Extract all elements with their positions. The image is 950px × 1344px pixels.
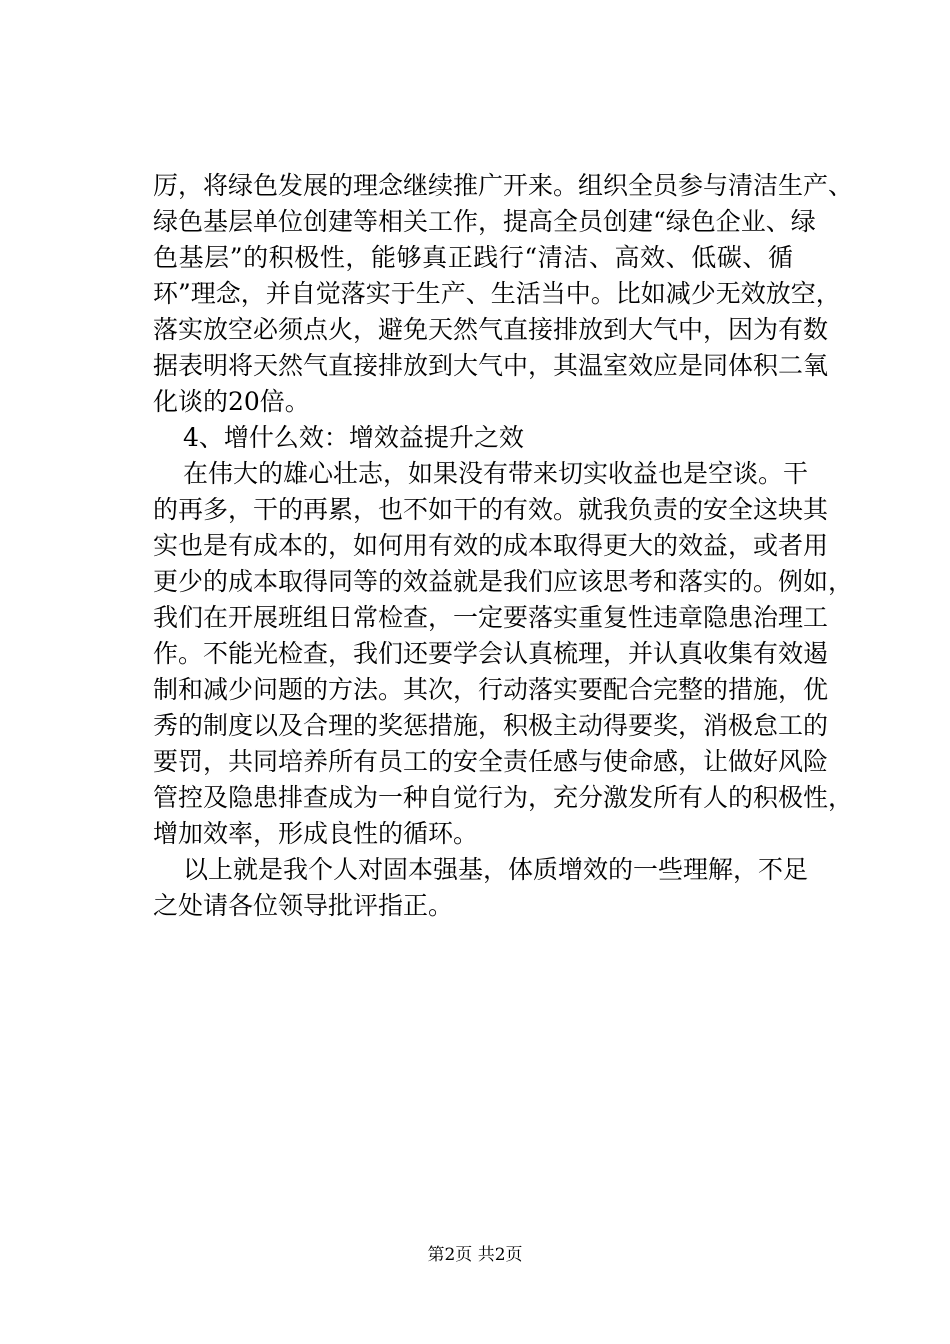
text-line: 色基层”的积极性，能够真正践行“清洁、高效、低碳、循 — [153, 243, 793, 272]
text-line: 落实放空必须点火，避免天然气直接排放到大气中，因为有数 — [153, 315, 829, 344]
text-line: 绿色基层单位创建等相关工作，提高全员创建“绿色企业、绿 — [153, 207, 816, 236]
document-body — [153, 168, 854, 924]
text-line: 4、增什么效：增效益提升之效 — [183, 423, 524, 452]
text-line: 环”理念，并自觉落实于生产、生活当中。比如减少无效放空， — [153, 279, 841, 308]
text-line: 实也是有成本的，如何用有效的成本取得更大的效益，或者用 — [153, 531, 829, 560]
text-line: 的再多，干的再累，也不如干的有效。就我负责的安全这块其 — [153, 495, 829, 524]
text-line: 管控及隐患排查成为一种自觉行为，充分激发所有人的积极性， — [153, 783, 854, 812]
text-line: 在伟大的雄心壮志，如果没有带来切实收益也是空谈。干 — [183, 459, 809, 488]
text-line: 以上就是我个人对固本强基，体质增效的一些理解，不足 — [183, 855, 809, 884]
page-footer: 第2页 共2页 — [427, 1245, 523, 1265]
text-line: 制和减少问题的方法。其次，行动落实要配合完整的措施，优 — [153, 675, 829, 704]
text-line: 之处请各位领导批评指正。 — [153, 891, 454, 920]
text-line: 秀的制度以及合理的奖惩措施，积极主动得要奖，消极怠工的 — [153, 711, 829, 740]
text-line: 增加效率，形成良性的循环。 — [153, 819, 479, 848]
text-line: 我们在开展班组日常检查，一定要落实重复性违章隐患治理工 — [153, 603, 829, 632]
text-line: 要罚，共同培养所有员工的安全责任感与使命感，让做好风险 — [153, 747, 829, 776]
text-line: 更少的成本取得同等的效益就是我们应该思考和落实的。例如， — [153, 567, 854, 596]
text-line: 厉，将绿色发展的理念继续推广开来。组织全员参与清洁生产、 — [153, 171, 854, 200]
text-line: 据表明将天然气直接排放到大气中，其温室效应是同体积二氧 — [153, 351, 829, 380]
text-line: 化谈的20倍。 — [153, 387, 310, 416]
text-line: 作。不能光检查，我们还要学会认真梳理，并认真收集有效遏 — [153, 639, 829, 668]
